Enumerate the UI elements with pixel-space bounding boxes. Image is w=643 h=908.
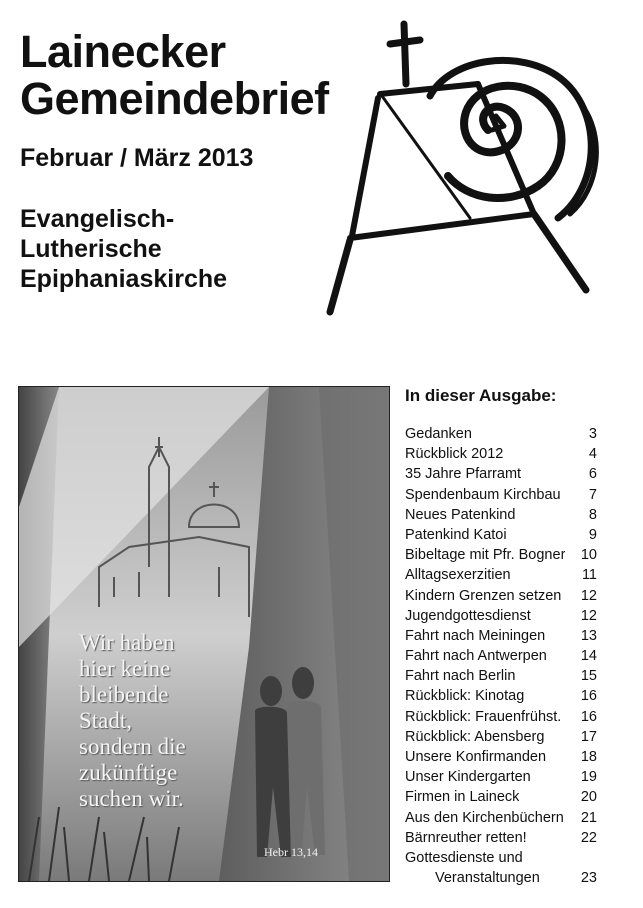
- toc-entry-page: [595, 848, 597, 868]
- title-line-1: Lainecker: [20, 26, 226, 77]
- toc-entry-page: 3: [588, 426, 597, 442]
- toc-entry-label: Unsere Konfirmanden: [405, 749, 547, 765]
- toc-entry-label: Jugendgottesdienst: [405, 607, 531, 624]
- toc-entry: [405, 727, 597, 747]
- toc-entry-label: Unser Kindergarten: [405, 769, 531, 786]
- cover-watercolor: [19, 387, 389, 881]
- toc-entry-page: 14: [580, 648, 597, 665]
- toc-entry-label: Bärnreuther retten!: [405, 829, 527, 846]
- newsletter-title: [20, 28, 329, 122]
- toc-entry-label: Firmen in Laineck: [405, 789, 520, 806]
- verse-line: suchen wir.: [79, 786, 184, 811]
- toc-entry-page: 7: [588, 486, 597, 503]
- toc-entry: [405, 626, 597, 646]
- toc-entry-page: 13: [580, 627, 597, 644]
- toc-entry-label: Rückblick 2012: [405, 446, 504, 463]
- toc-entry-label: Spendenbaum Kirchbau: [405, 486, 561, 503]
- toc-entry: [405, 868, 597, 888]
- toc-entry: [405, 747, 597, 767]
- church-line-3: Epiphaniaskirche: [20, 265, 228, 293]
- toc-entry-page: 21: [580, 809, 597, 826]
- toc-entry-page: 22: [580, 829, 597, 846]
- toc-entry: [405, 787, 597, 807]
- toc-entry: [405, 767, 597, 787]
- issue-date: Februar / März 2013: [20, 144, 254, 172]
- toc-entry-label: 35 Jahre Pfarramt: [405, 466, 522, 483]
- toc-entry-page: 16: [580, 708, 597, 725]
- verse-line: zukünftige: [79, 760, 178, 785]
- verse-line: Wir haben: [79, 630, 175, 655]
- verse-reference: Hebr 13,14: [264, 845, 318, 859]
- church-line-1: Evangelisch-: [20, 205, 175, 233]
- toc-entry-page: 9: [588, 526, 597, 543]
- toc-entry-label: Fahrt nach Antwerpen: [405, 648, 547, 665]
- toc-entry-page: 11: [581, 567, 597, 584]
- toc-entry-label: Veranstaltungen: [435, 870, 540, 887]
- toc-entry-page: 16: [580, 688, 597, 705]
- verse-line: sondern die: [79, 734, 186, 759]
- toc-entry-page: 18: [580, 749, 597, 765]
- toc-entry-page: 15: [580, 668, 597, 685]
- toc-entry: [405, 464, 597, 484]
- toc-entry-page: 10: [580, 547, 597, 564]
- toc-entry: [405, 424, 597, 444]
- toc-entry-page: 17: [580, 728, 597, 745]
- church-name: [20, 204, 227, 294]
- toc-entry: [405, 586, 597, 606]
- toc-entry-page: 19: [580, 769, 597, 786]
- toc-entry: [405, 444, 597, 464]
- toc-entry-label: Fahrt nach Berlin: [405, 668, 516, 685]
- toc-entry-label: Gottesdienste und: [405, 849, 523, 866]
- toc-entry: [405, 505, 597, 525]
- toc-entry-page: 8: [588, 506, 597, 523]
- toc-entry: [405, 707, 597, 727]
- verse-line: hier keine: [79, 656, 171, 681]
- toc-entry-page: 12: [580, 607, 597, 624]
- toc-entry-label: Bibeltage mit Pfr. Bogner: [405, 547, 566, 564]
- toc-entry-label: Patenkind Katoi: [405, 526, 507, 543]
- toc-heading: In dieser Ausgabe:: [405, 386, 557, 405]
- toc-entry: [405, 545, 597, 565]
- toc-entry: [405, 606, 597, 626]
- church-line-2: Lutherische: [20, 235, 162, 263]
- toc-entry: [405, 485, 597, 505]
- toc-entry-label: Rückblick: Abensberg: [405, 728, 545, 745]
- toc-entry: [405, 828, 597, 848]
- toc-entry-page: 20: [580, 789, 597, 806]
- toc-entry: [405, 666, 597, 686]
- toc-entry-page: 23: [580, 870, 597, 887]
- toc-entry-page: 6: [588, 466, 597, 483]
- verse-line: Stadt,: [79, 708, 133, 733]
- toc-entry-label: Neues Patenkind: [405, 506, 516, 523]
- toc-entry-label: Kindern Grenzen setzen: [405, 587, 562, 604]
- cover-verse: [79, 630, 186, 812]
- toc-entry-label: Fahrt nach Meiningen: [405, 627, 546, 644]
- toc-entry-label: Aus den Kirchenbüchern: [405, 809, 564, 826]
- toc-entry: [405, 808, 597, 828]
- toc-entry-label: Gedanken: [405, 426, 472, 442]
- toc-entry-label: Rückblick: Frauenfrühst.: [405, 708, 562, 725]
- toc-entry: [405, 525, 597, 545]
- toc-entry: [405, 686, 597, 706]
- toc-entry: [405, 646, 597, 666]
- title-line-2: Gemeindebrief: [20, 73, 329, 124]
- toc-entry-label: Alltagsexerzitien: [405, 567, 511, 584]
- cover-image: [18, 386, 390, 882]
- toc-entry-page: 12: [580, 587, 597, 604]
- epiphany-cross-star-icon: [320, 18, 610, 318]
- toc-entry-page: 4: [588, 446, 597, 463]
- table-of-contents: [405, 424, 597, 888]
- toc-entry: [405, 848, 597, 868]
- verse-line: bleibende: [79, 682, 169, 707]
- toc-entry: [405, 565, 597, 585]
- toc-entry-label: Rückblick: Kinotag: [405, 688, 525, 705]
